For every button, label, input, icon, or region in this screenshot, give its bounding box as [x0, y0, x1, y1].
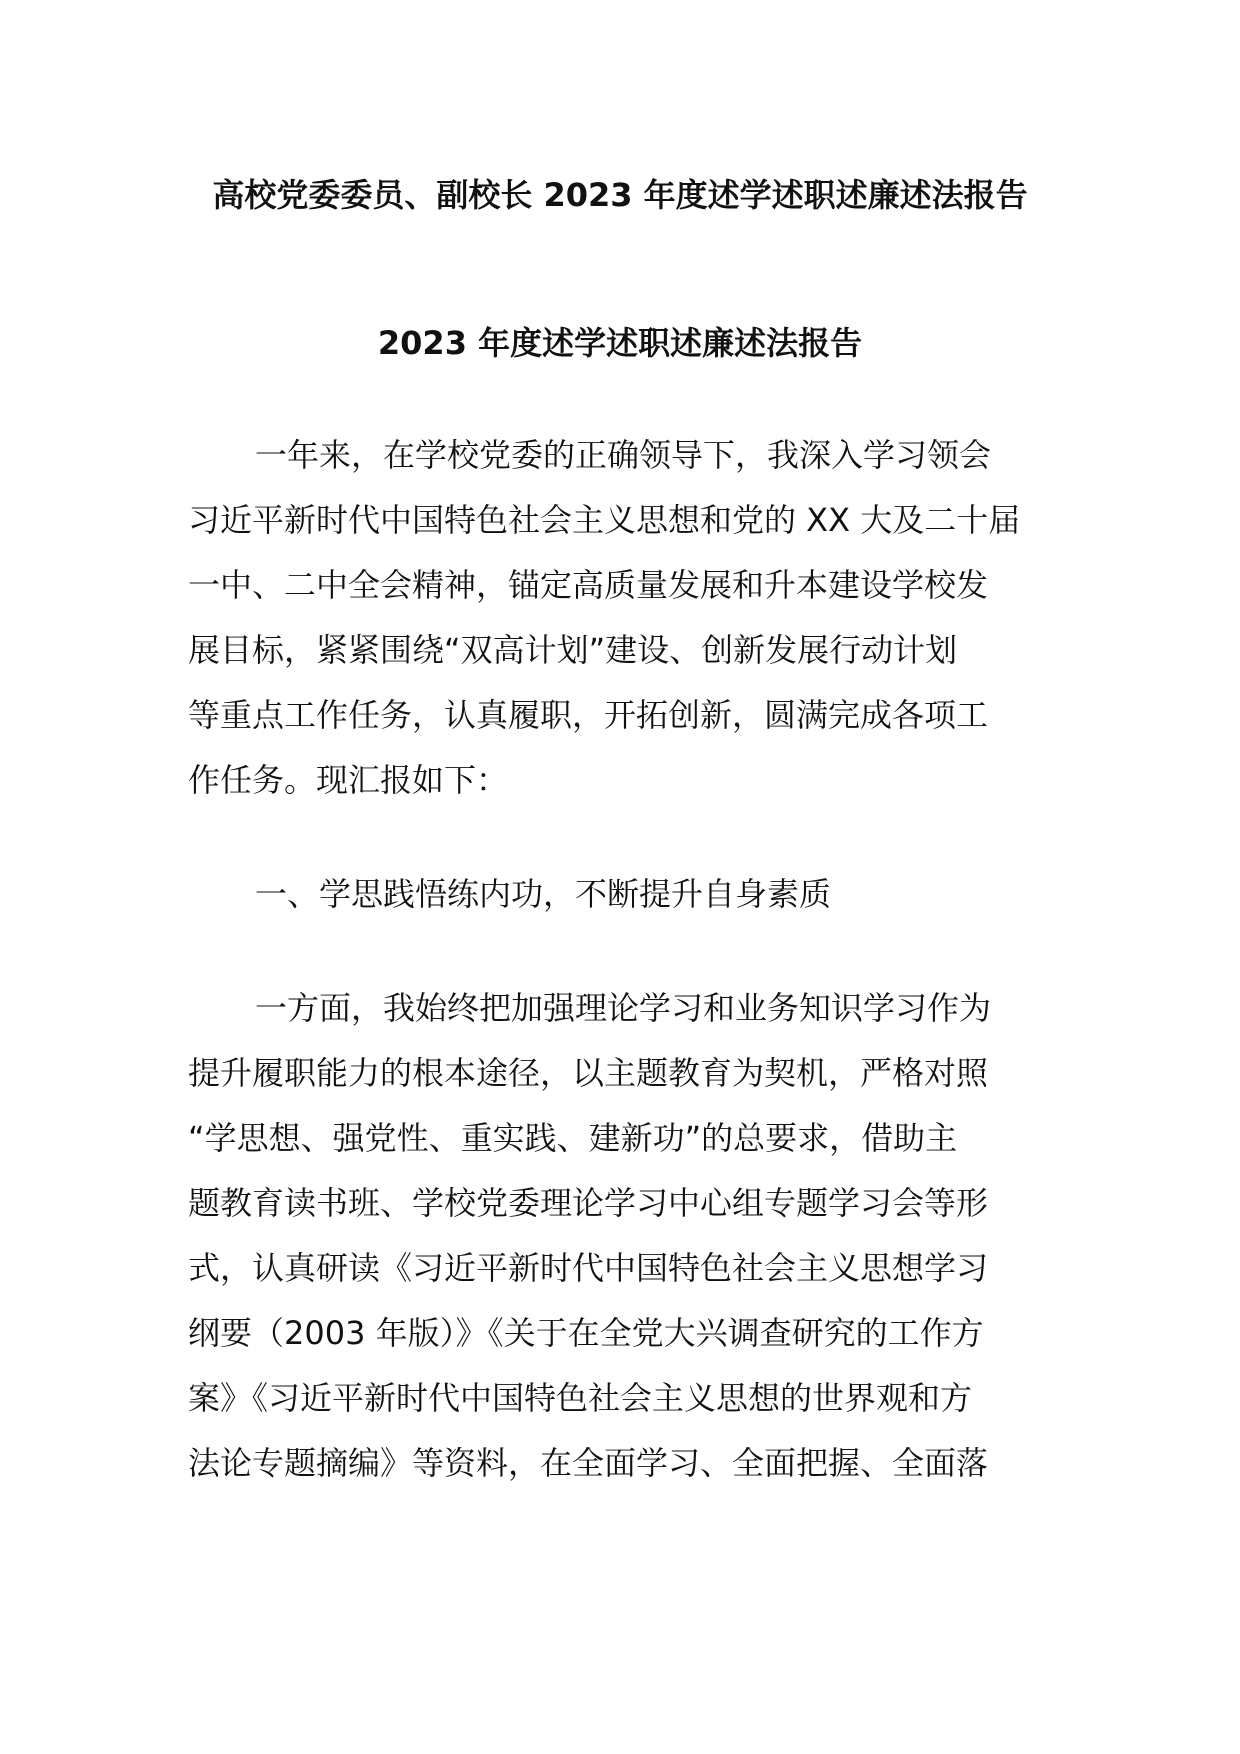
paragraph-line: 题教育读书班、学校党委理论学习中心组专题学习会等形: [188, 1184, 989, 1222]
paragraph-line: “学思想、强党性、重实践、建新功”的总要求，借助主: [188, 1119, 958, 1157]
paragraph-line: 展目标，紧紧围绕“双高计划”建设、创新发展行动计划: [188, 631, 958, 669]
paragraph-section-1: [188, 976, 1058, 1496]
document-title: 高校党委委员、副校长 2023 年度述学述职述廉述法报告: [212, 176, 1028, 214]
paragraph-line: 案》《习近平新时代中国特色社会主义思想的世界观和方: [188, 1379, 973, 1417]
section-heading-text: 一、学思践悟练内功，不断提升自身素质: [255, 875, 832, 913]
paragraph-line: 作任务。现汇报如下：: [188, 761, 509, 799]
paragraph-intro: [188, 423, 1058, 813]
paragraph-line: 式，认真研读《习近平新时代中国特色社会主义思想学习: [188, 1249, 989, 1287]
paragraph-line: 一方面，我始终把加强理论学习和业务知识学习作为: [255, 989, 992, 1027]
paragraph-line: 一中、二中全会精神，锚定高质量发展和升本建设学校发: [188, 566, 989, 604]
paragraph-line: 一年来，在学校党委的正确领导下，我深入学习领会: [255, 436, 992, 474]
paragraph-line: 法论专题摘编》等资料，在全面学习、全面把握、全面落: [188, 1444, 989, 1482]
paragraph-line: 习近平新时代中国特色社会主义思想和党的 XX 大及二十届: [188, 501, 1021, 539]
section-heading: [188, 862, 1058, 927]
paragraph-line: 等重点工作任务，认真履职，开拓创新，圆满完成各项工: [188, 696, 989, 734]
paragraph-line: 纲要（2003 年版）》《关于在全党大兴调查研究的工作方: [188, 1314, 984, 1352]
paragraph-line: 提升履职能力的根本途径，以主题教育为契机，严格对照: [188, 1054, 989, 1092]
document-subtitle: 2023 年度述学述职述廉述法报告: [377, 324, 863, 362]
